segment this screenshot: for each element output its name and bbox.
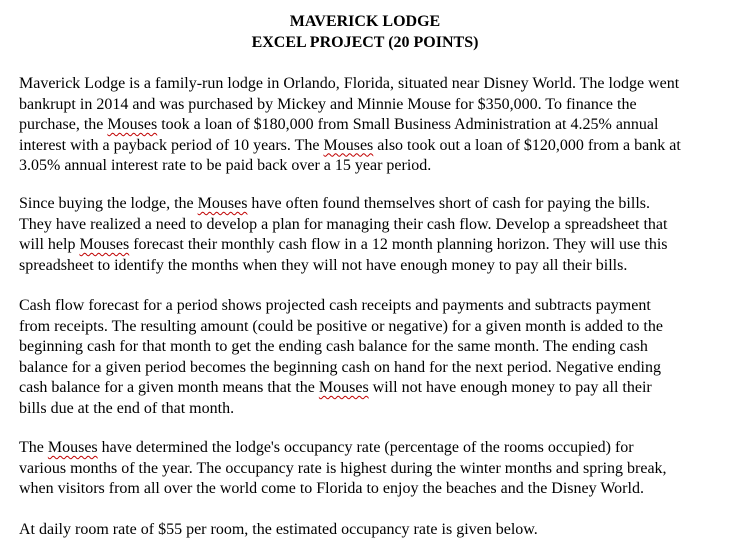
- text-line: [19, 399, 734, 420]
- document-title: MAVERICK LODGE: [289, 13, 441, 30]
- spellcheck-flagged-word: Mouses: [79, 236, 130, 253]
- paragraph-intro: [19, 74, 734, 177]
- spellcheck-flagged-word: Mouses: [197, 195, 248, 212]
- text-run: They have realized a need to develop a plan for managing their cash flow. Develop a spreadsheet that: [19, 215, 668, 233]
- text-line: [19, 520, 734, 541]
- text-line: [19, 136, 734, 157]
- text-run: 3.05% annual interest rate to be paid back over a 15 year period.: [19, 157, 432, 174]
- text-run: took a loan of $180,000 from Small Business Administration at 4.25% annual: [157, 116, 659, 133]
- text-run: have determined the lodge's occupancy rate (percentage of the rooms occupied) for: [97, 439, 634, 456]
- paragraph-occupancy-rate: [19, 438, 734, 500]
- paragraph-cash-shortage: [19, 194, 734, 276]
- text-line: [19, 358, 734, 379]
- text-run: will not have enough money to pay all their: [368, 379, 652, 396]
- text-run: will help: [19, 236, 80, 253]
- text-line: [19, 317, 734, 338]
- text-run: balance for a given period becomes the beginning cash on hand for the next period. Negative ending: [19, 358, 661, 376]
- text-line: [19, 296, 734, 317]
- text-run: cash balance for a given month means that the: [19, 379, 319, 396]
- text-run: forecast their monthly cash flow in a 12 month planning horizon. They will use this: [129, 236, 668, 253]
- text-line: [19, 479, 734, 500]
- text-line: [19, 95, 734, 116]
- document-subtitle: EXCEL PROJECT (20 POINTS): [251, 34, 479, 51]
- text-line: [19, 378, 734, 399]
- text-run: when visitors from all over the world come to Florida to enjoy the beaches and the Disney World.: [19, 480, 644, 497]
- paragraph-room-rate: [19, 520, 734, 541]
- text-line: [19, 74, 734, 95]
- text-line: [19, 156, 734, 177]
- paragraph-cash-flow-forecast: [19, 296, 734, 419]
- text-run: spreadsheet to identify the months when they will not have enough money to pay all their bills.: [19, 256, 628, 274]
- text-run: interest with a payback period of 10 years. The: [19, 136, 324, 154]
- text-run: from receipts. The resulting amount (could be positive or negative) for a given month is added to the: [19, 317, 663, 335]
- text-run: have often found themselves short of cash for paying the bills.: [247, 195, 650, 212]
- text-line: [19, 459, 734, 480]
- text-line: [19, 256, 734, 277]
- text-line: [19, 438, 734, 459]
- text-run: At daily room rate of $55 per room, the estimated occupancy rate is given below.: [19, 521, 538, 538]
- text-run: Since buying the lodge, the: [19, 195, 198, 212]
- spellcheck-flagged-word: Mouses: [47, 439, 98, 456]
- text-line: [19, 235, 734, 256]
- text-run: Maverick Lodge is a family-run lodge in Orlando, Florida, situated near Disney World. The lodge went: [19, 75, 680, 92]
- text-run: also took out a loan of $120,000 from a bank at: [373, 136, 681, 154]
- spellcheck-flagged-word: Mouses: [107, 116, 158, 133]
- text-run: bankrupt in 2014 and was purchased by Mickey and Minnie Mouse for $350,000. To finance the: [19, 95, 637, 113]
- text-line: [19, 115, 734, 136]
- text-run: various months of the year. The occupancy rate is highest during the winter months and spring break,: [19, 459, 667, 477]
- text-run: The: [19, 439, 48, 456]
- text-run: purchase, the: [19, 116, 108, 133]
- text-line: [19, 194, 734, 215]
- text-line: [19, 215, 734, 236]
- text-run: beginning cash for that month to get the ending cash balance for the same month. The ending cash: [19, 338, 648, 355]
- spellcheck-flagged-word: Mouses: [323, 136, 374, 154]
- text-run: bills due at the end of that month.: [19, 399, 235, 417]
- text-line: [19, 337, 734, 358]
- text-run: Cash flow forecast for a period shows projected cash receipts and payments and subtracts payment: [19, 297, 651, 314]
- spellcheck-flagged-word: Mouses: [318, 379, 369, 396]
